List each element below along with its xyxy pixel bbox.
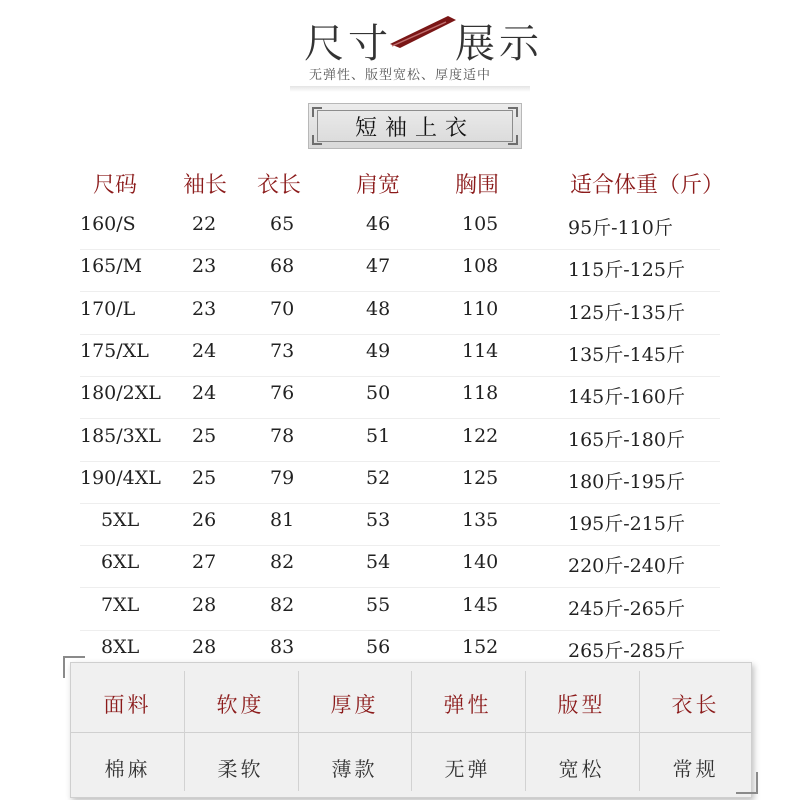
- header: [0, 0, 800, 100]
- cell-shoulder: 47: [366, 255, 391, 278]
- table-row: [0, 382, 800, 424]
- cell-chest: 135: [462, 509, 499, 532]
- brush-stroke-icon: [388, 10, 458, 52]
- cell-chest: 122: [462, 424, 499, 447]
- column-header-shoulder: 肩宽: [356, 173, 401, 198]
- row-divider: [80, 291, 720, 292]
- cell-weight: 135斤-145斤: [568, 343, 685, 366]
- cell-shoulder: 53: [366, 509, 391, 532]
- cell-weight: 180斤-195斤: [568, 470, 685, 493]
- fabric-value-length: 常规: [672, 757, 719, 781]
- cell-chest: 152: [462, 636, 499, 658]
- cell-shoulder: 50: [366, 382, 391, 405]
- cell-weight: 145斤-160斤: [568, 386, 685, 409]
- cell-shoulder: 55: [366, 593, 391, 616]
- title-left: 尺寸: [304, 21, 392, 67]
- cell-size: 7XL: [101, 593, 140, 616]
- subtitle-underline: [290, 86, 530, 92]
- cell-chest: 118: [462, 382, 499, 405]
- cell-chest: 110: [462, 297, 499, 320]
- cell-sleeve: 22: [192, 213, 217, 235]
- cell-sleeve: 28: [192, 636, 217, 658]
- cell-length: 82: [270, 593, 295, 616]
- cell-sleeve: 25: [192, 466, 217, 489]
- table-row: [0, 467, 800, 509]
- column-header-sleeve: 袖长: [183, 173, 228, 198]
- row-divider: [80, 249, 720, 250]
- fabric-header-material: 面料: [103, 693, 152, 717]
- table-row: [0, 509, 800, 551]
- row-divider: [80, 461, 720, 462]
- fabric-value-softness: 柔软: [217, 757, 264, 781]
- subtitle: 无弹性、版型宽松、厚度适中: [308, 68, 491, 83]
- fabric-header-fit: 版型: [557, 693, 606, 717]
- cell-length: 81: [270, 509, 295, 532]
- row-divider: [80, 334, 720, 335]
- cell-length: 76: [270, 382, 295, 405]
- fabric-header-length: 衣长: [671, 693, 720, 717]
- table-row: [0, 551, 800, 593]
- cell-sleeve: 23: [192, 297, 217, 320]
- fabric-value-elasticity: 无弹: [444, 757, 491, 781]
- cell-size: 190/4XL: [80, 466, 161, 489]
- cell-sleeve: 23: [192, 255, 217, 278]
- cell-length: 79: [270, 466, 295, 489]
- cell-chest: 125: [462, 466, 499, 489]
- cell-weight: 125斤-135斤: [568, 301, 685, 324]
- fabric-header-softness: 软度: [216, 693, 265, 717]
- cell-length: 68: [270, 255, 295, 278]
- cell-length: 82: [270, 551, 295, 574]
- fabric-header-elasticity: 弹性: [443, 693, 492, 717]
- cell-shoulder: 46: [366, 213, 391, 235]
- table-row: [0, 298, 800, 340]
- row-divider: [80, 545, 720, 546]
- cell-chest: 140: [462, 551, 499, 574]
- table-row: [0, 255, 800, 297]
- row-divider: [80, 418, 720, 419]
- cell-length: 65: [270, 213, 295, 235]
- cell-shoulder: 52: [366, 466, 391, 489]
- table-row: [0, 594, 800, 636]
- column-header-size: 尺码: [93, 173, 138, 198]
- cell-weight: 265斤-285斤: [568, 640, 685, 662]
- fabric-value-thickness: 薄款: [331, 757, 378, 781]
- cell-weight: 245斤-265斤: [568, 597, 685, 620]
- cell-size: 175/XL: [80, 339, 149, 362]
- cell-sleeve: 26: [192, 509, 217, 532]
- cell-shoulder: 51: [366, 424, 391, 447]
- cell-weight: 195斤-215斤: [568, 513, 685, 536]
- cell-weight: 115斤-125斤: [568, 259, 685, 282]
- table-row: [0, 213, 800, 255]
- cell-size: 6XL: [101, 551, 140, 574]
- section-tag: [308, 103, 522, 149]
- column-header-length: 衣长: [257, 173, 302, 198]
- cell-chest: 114: [462, 339, 499, 362]
- cell-size: 160/S: [80, 213, 136, 235]
- column-header-weight: 适合体重（斤）: [570, 173, 725, 198]
- section-label: 短袖上衣: [354, 115, 475, 141]
- cell-size: 180/2XL: [80, 382, 161, 405]
- table-row: [0, 340, 800, 382]
- cell-size: 5XL: [101, 509, 140, 532]
- cell-size: 8XL: [101, 636, 140, 658]
- cell-length: 73: [270, 339, 295, 362]
- corner-ornament-icon: [736, 772, 758, 794]
- cell-size: 165/M: [80, 255, 143, 278]
- cell-chest: 105: [462, 213, 499, 235]
- title-right: 展示: [455, 21, 543, 67]
- cell-weight: 220斤-240斤: [568, 555, 685, 578]
- cell-shoulder: 48: [366, 297, 391, 320]
- cell-sleeve: 25: [192, 424, 217, 447]
- cell-size: 185/3XL: [80, 424, 161, 447]
- cell-length: 78: [270, 424, 295, 447]
- row-divider: [80, 587, 720, 588]
- cell-length: 83: [270, 636, 295, 658]
- row-divider: [80, 503, 720, 504]
- cell-size: 170/L: [80, 297, 136, 320]
- cell-sleeve: 27: [192, 551, 217, 574]
- fabric-value-fit: 宽松: [558, 757, 605, 781]
- fabric-info-panel: [70, 662, 752, 798]
- cell-shoulder: 49: [366, 339, 391, 362]
- cell-weight: 95斤-110斤: [568, 217, 673, 239]
- fabric-value-material: 棉麻: [104, 757, 151, 781]
- cell-sleeve: 24: [192, 382, 217, 405]
- cell-weight: 165斤-180斤: [568, 428, 685, 451]
- cell-shoulder: 54: [366, 551, 391, 574]
- table-row: [0, 425, 800, 467]
- cell-length: 70: [270, 297, 295, 320]
- row-divider: [80, 630, 720, 631]
- column-header-chest: 胸围: [455, 173, 500, 198]
- fabric-header-thickness: 厚度: [330, 693, 379, 717]
- cell-chest: 108: [462, 255, 499, 278]
- row-divider: [80, 376, 720, 377]
- cell-shoulder: 56: [366, 636, 391, 658]
- cell-chest: 145: [462, 593, 499, 616]
- cell-sleeve: 28: [192, 593, 217, 616]
- cell-sleeve: 24: [192, 339, 217, 362]
